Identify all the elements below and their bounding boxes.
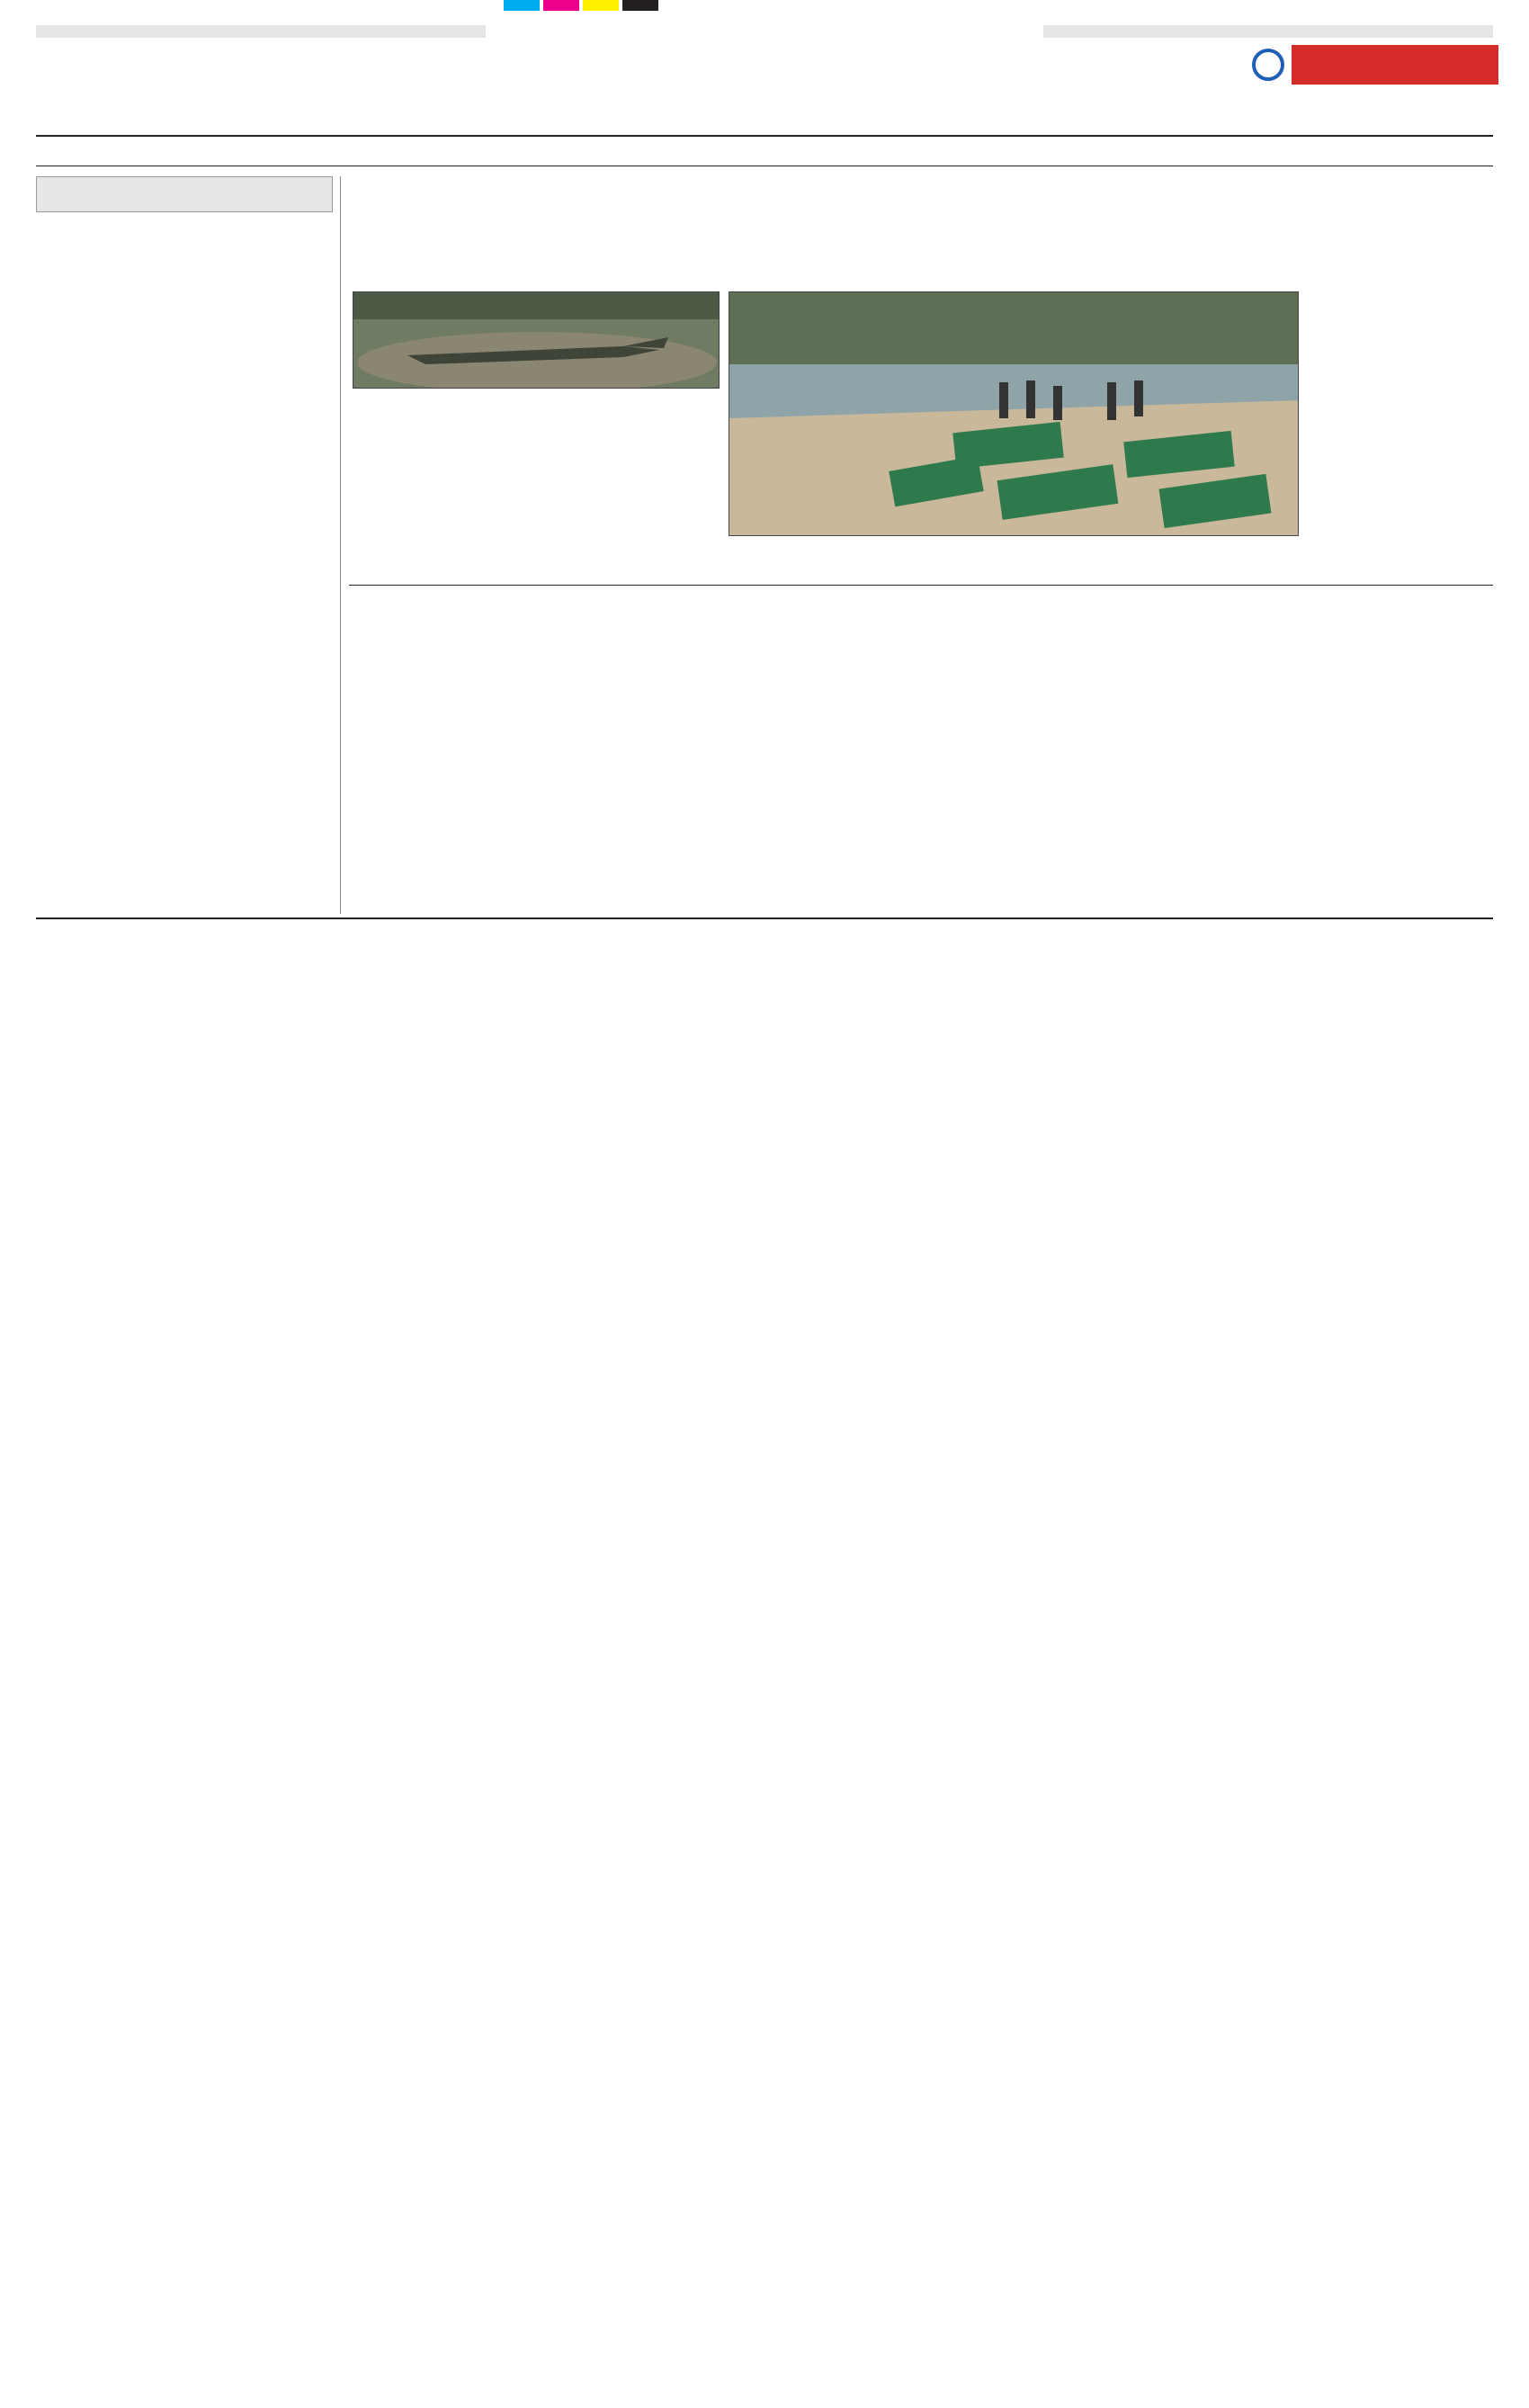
sola-dateline (40, 218, 333, 239)
croc-photo-small (353, 291, 720, 389)
col-divider (340, 176, 341, 914)
brand-wheel-icon (1252, 49, 1284, 81)
croc-body-left (353, 414, 720, 547)
brand-tagline (1292, 90, 1507, 110)
cmyk-strip-top (0, 0, 1529, 13)
croc-dateline (353, 394, 559, 414)
page-title (504, 25, 1007, 131)
croc-caption (729, 540, 1299, 579)
brand-name (1292, 45, 1498, 85)
sola-body (40, 239, 333, 909)
river-release-crates-image (729, 292, 1299, 536)
croc-photo-large (729, 291, 1299, 536)
page-number (1385, 139, 1493, 164)
row-rule (349, 585, 1493, 586)
croc-body-right (1306, 291, 1493, 549)
cmyk-block (504, 0, 540, 11)
cmyk-block (583, 0, 619, 11)
cmyk-block (622, 0, 658, 11)
masthead-band-left (36, 25, 486, 38)
crocodile-on-bank-image (353, 292, 720, 389)
croc-headline (349, 176, 1493, 284)
cmyk-block (543, 0, 579, 11)
masthead-band-right (1043, 25, 1493, 38)
section-rule (36, 918, 1493, 919)
masthead-rule (36, 135, 1493, 137)
sola-headline (36, 176, 333, 212)
issue-dateline (40, 139, 579, 164)
